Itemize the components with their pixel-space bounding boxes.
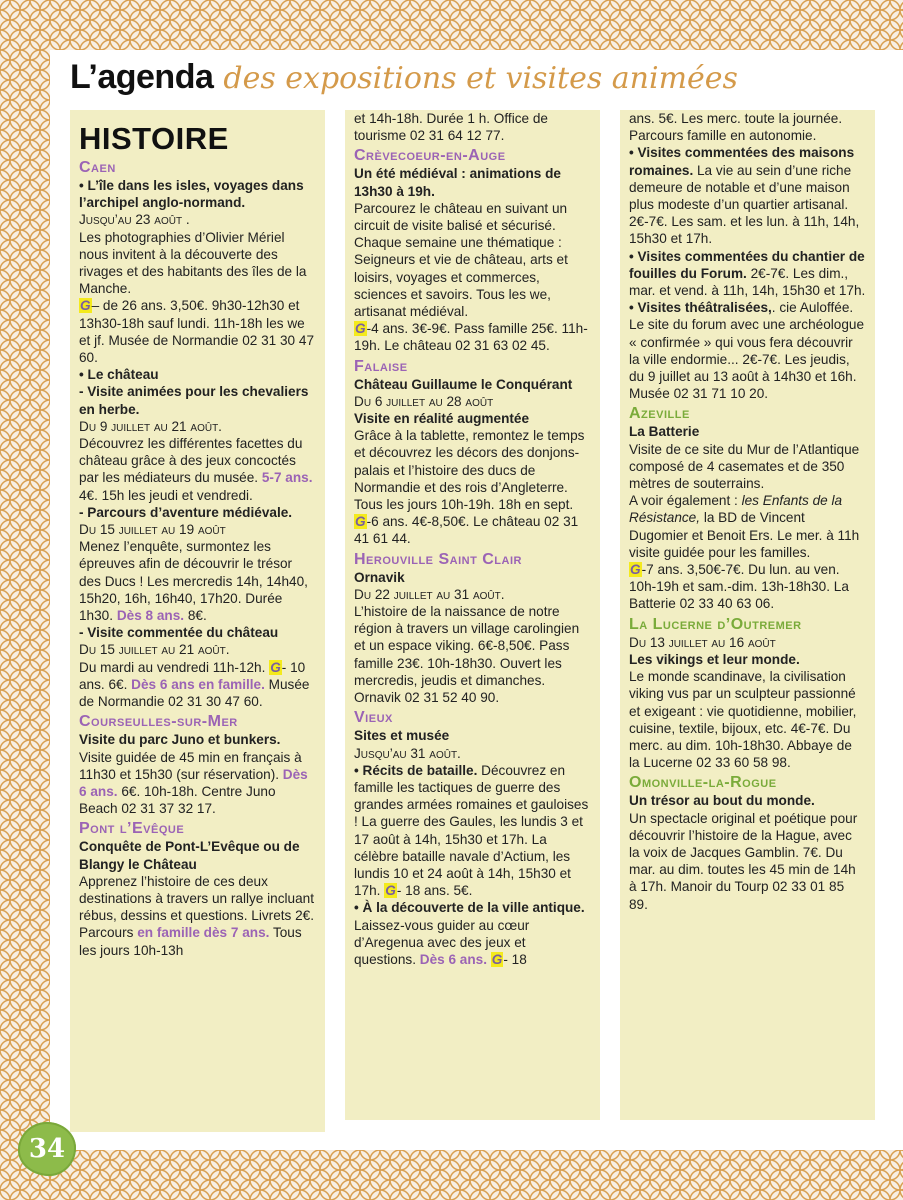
town-pont-leveque: Pont l’Evêque <box>79 820 185 838</box>
event-desc: Du mardi au vendredi 11h-12h. G- 10 ans. 6€. Dès 6 ans en famille. Musée de Normandie 02 31 30 47 60. <box>79 659 310 710</box>
town-courseulles: Courseulles-sur-Mer <box>79 713 238 731</box>
age-badge: Dès 8 ans. <box>116 608 185 624</box>
event-title: Un été médiéval : animations de 13h30 à 19h. <box>354 166 561 199</box>
event-date: Jusqu’au 31 août. <box>354 745 461 761</box>
town-la-lucerne: La Lucerne d’Outremer <box>629 615 802 633</box>
g-icon: G <box>355 514 366 530</box>
g-icon: G <box>385 883 396 899</box>
event-desc: Visite guidée de 45 min en français à 11h30 et 15h30 (sur réservation). Dès 6 ans. 6€. 10h-18h. Centre Juno Beach 02 31 37 32 17. <box>79 749 308 817</box>
event-desc: Les photographies d’Olivier Mériel nous invitent à la découverte des rivages et des habitants des îles de la Manche. <box>79 229 307 297</box>
event-desc: • Visites théâtralisées,. cie Auloffée. Le site du forum avec une archéologue « confirmée » qui vous fera découvrir la ville endormie... 2€-7€. Les jeudis, du 9 juillet au 13 août à 14h30 et 16h. Musée 02 31 71 10 20. <box>629 300 865 402</box>
event-title: Visite du parc Juno et bunkers. <box>79 732 281 748</box>
title-subtitle: des expositions et visites animées <box>223 61 738 96</box>
event-desc: Le monde scandinave, la civilisation viking vus par un sculpteur passionné et exigeant : vie quotidienne, mobilier, cuisine, textile, bijoux, etc. 4€-7€. Du merc. au dim. 10h-18h30. Abbaye de la Lucerne 02 33 60 58 98. <box>629 669 857 771</box>
g-icon: G <box>491 951 503 967</box>
g-icon: G <box>80 298 91 314</box>
event-title: Château Guillaume le Conquérant <box>354 376 573 392</box>
event-desc: L’histoire de la naissance de notre région à travers un village carolingien et un espace viking. 6€-8,50€. Pass famille 23€. 10h-18h30. Ouvert les mercredis, jeudis et dimanches. Ornavik 02 31 52 40 90. <box>354 604 580 706</box>
event-title: Les vikings et leur monde. <box>629 651 800 667</box>
age-badge: Dès 6 ans en famille. <box>131 676 265 692</box>
event-title: • Le château <box>79 367 159 383</box>
event-desc: ans. 5€. Les merc. toute la journée. Parcours famille en autonomie. <box>629 111 843 144</box>
event-desc: et 14h-18h. Durée 1 h. Office de tourisme 02 31 64 12 77. <box>354 111 548 144</box>
event-desc: Apprenez l’histoire de ces deux destinations à travers un rallye incluant rébus, dessins et questions. Livrets 2€. Parcours en famille dès 7 ans. Tous les jours 10h-13h <box>79 873 314 958</box>
event-desc: Visite de ce site du Mur de l’Atlantique composé de 4 casemates et de 350 mètres de souterrains. <box>629 441 860 492</box>
event-date: Du 15 juillet au 21 août. <box>79 642 230 658</box>
event-date: Du 6 juillet au 28 août <box>354 393 494 409</box>
event-date: Jusqu’au 23 août . <box>79 212 190 228</box>
event-price: G– de 26 ans. 3,50€. 9h30-12h30 et 13h30-18h sauf lundi. 11h-18h les we et jf. Musée de Normandie 02 31 30 47 60. <box>79 298 315 366</box>
g-icon: G <box>630 562 641 578</box>
event-title: Sites et musée <box>354 728 450 744</box>
age-badge: 5-7 ans. <box>261 470 313 486</box>
event-title: Ornavik <box>354 569 405 585</box>
event-desc: Un spectacle original et poétique pour découvrir l’histoire de la Hague, avec la voix de Jacques Gamblin. 7€. Du mar. au dim. toutes les 45 min de 14h à 17h. Manoir du Tourp 02 33 01 85 89. <box>629 810 858 912</box>
column-1 <box>70 110 325 1132</box>
page-number-badge: 34 <box>18 1122 76 1176</box>
event-desc: A voir également : les Enfants de la Résistance, la BD de Vincent Dugomier et Benoit Ers. Le mer. à 11h visite guidée pour les familles. <box>629 493 860 560</box>
town-vieux: Vieux <box>354 709 393 727</box>
town-caen: Caen <box>79 159 116 176</box>
event-desc: • À la découverte de la ville antique. Laissez-vous guider au cœur d’Aregenua avec des jeux et questions. Dès 6 ans. G- 18 <box>354 900 585 967</box>
event-title: - Visite commentée du château <box>79 625 279 641</box>
event-desc: Découvrez les différentes facettes du château grâce à des jeux concoctés par les médiateurs du musée. 5-7 ans. 4€. 15h les jeudi et vendredi. <box>79 436 313 503</box>
event-desc: • Visites commentées des maisons romaines. La vie au sein d’une riche demeure de notable et d’une maison plus modeste d’un quartier artisanal. 2€-7€. Les sam. et les lun. à 11h, 14h, 15h30 et 17h. <box>629 145 860 247</box>
event-subtitle: Visite en réalité augmentée <box>354 411 530 427</box>
event-title: Un trésor au bout du monde. <box>629 793 815 809</box>
town-azeville: Azeville <box>629 405 690 423</box>
town-herouville: Herouville Saint Clair <box>354 550 522 568</box>
event-date: Du 15 juillet au 19 août <box>79 522 226 538</box>
g-icon: G <box>355 321 366 337</box>
event-desc: Grâce à la tablette, remontez le temps et découvrez les décors des donjons-palais et l’histoire des ducs de Normandie et des rois d’Angleterre. Tous les jours 10h-19h. 18h en sept. G-6 ans. 4€-8,50€. Le château 02 31 41 61 44. <box>354 428 585 547</box>
event-price: G-7 ans. 3,50€-7€. Du lun. au ven. 10h-19h et sam.-dim. 13h-18h30. La Batterie 02 33 40 63 06. <box>629 562 849 612</box>
section-heading: HISTOIRE <box>79 121 229 156</box>
town-falaise: Falaise <box>354 357 408 375</box>
title-agenda: L’agenda <box>70 58 214 96</box>
page-title <box>70 58 890 108</box>
event-title: • L’île dans les isles, voyages dans l’archipel anglo-normand. <box>79 178 304 211</box>
event-date: Du 13 juillet au 16 août <box>629 634 776 650</box>
event-title: Conquête de Pont-L’Evêque ou de Blangy le Château <box>79 839 300 872</box>
event-date: Du 9 juillet au 21 août. <box>79 418 222 434</box>
age-badge: Dès 6 ans. <box>419 951 488 967</box>
town-omonville: Omonville-la-Rogue <box>629 774 777 792</box>
age-badge: en famille dès 7 ans. <box>137 925 270 941</box>
event-title: - Parcours d’aventure médiévale. <box>79 504 293 520</box>
event-date: Du 22 juillet au 31 août. <box>354 586 505 602</box>
town-crevecoeur: Crèvecoeur-en-Auge <box>354 147 506 165</box>
column-3 <box>620 110 875 1120</box>
event-desc: • Visites commentées du chantier de fouilles du Forum. 2€-7€. Les dim., mar. et vend. à 11h, 14h, 15h30 et 17h. <box>629 248 866 299</box>
event-desc: Parcourez le château en suivant un circuit de visite balisé et sécurisé. Chaque semaine une thématique : Seigneurs et vie de château, arts et loisirs, voyages et commerces, sciences et savoirs. Tous les we, artisanat médiéval. <box>354 200 568 320</box>
event-title: - Visite animées pour les chevaliers en herbe. <box>79 384 309 417</box>
age-badge: Dès 6 ans. <box>79 766 308 799</box>
event-title: La Batterie <box>629 424 700 440</box>
column-2 <box>345 110 600 1120</box>
g-icon: G <box>270 659 281 675</box>
event-desc: • Récits de bataille. Découvrez en famille les tactiques de guerre des grandes armées romaines et gauloises ! La guerre des Gaules, les lundis 3 et 17 août à 14h, 15h30 et 17h. La célèbre bataille navale d’Actium, les lundis 10 et 24 août à 14h, 15h30 et 17h. G- 18 ans. 5€. <box>354 762 589 899</box>
event-price: G-4 ans. 3€-9€. Pass famille 25€. 11h-19h. Le château 02 31 63 02 45. <box>354 321 588 354</box>
event-desc: Menez l’enquête, surmontez les épreuves afin de découvrir le trésor des Ducs ! Les mercredis 14h, 14h40, 15h20, 16h, 16h40, 17h20. Durée 1h30. Dès 8 ans. 8€. <box>79 539 308 624</box>
